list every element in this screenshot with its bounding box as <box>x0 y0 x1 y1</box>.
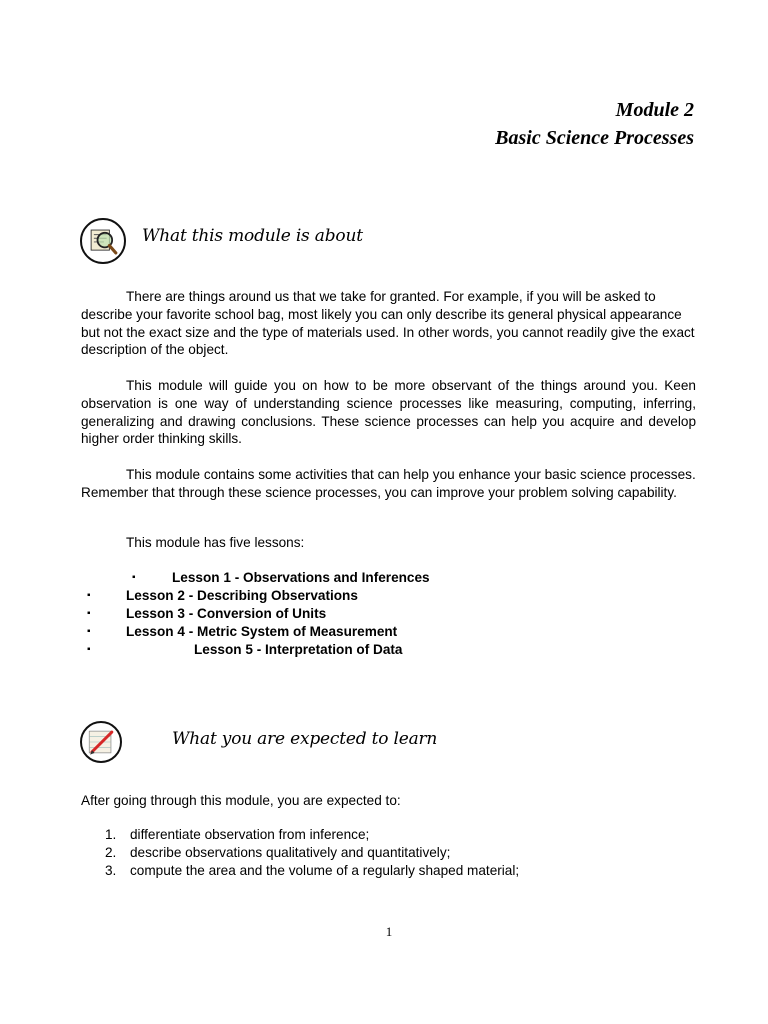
intro-paragraph-3: This module contains some activities that can help you enhance your basic science processes. Remember that through these science processes, you can improve your problem solving capability. <box>81 467 696 500</box>
intro-paragraph-1: There are things around us that we take for granted. For example, if you will be asked to describe your favorite school bag, most likely you can only describe its general physical appearance but not the exact size and the type of materials used. In other words, you cannot readily give the exact description of the object. <box>81 289 695 358</box>
list-item: ▪ Lesson 2 - Describing Observations <box>87 588 358 603</box>
module-number: Module 2 <box>615 99 694 121</box>
intro-paragraph-2: This module will guide you on how to be more observant of the things around you. Keen observation is one way of understanding science processes like measuring, computing, inferring, generalizing and drawing conclusions. These science processes can help you acquire and develop higher order thinking skills. <box>81 378 696 447</box>
module-title: Basic Science Processes <box>495 127 694 149</box>
list-item: ▪ Lesson 1 - Observations and Inferences <box>132 570 430 585</box>
about-section-heading <box>80 218 680 270</box>
about-heading-text: What this module is about <box>142 226 363 246</box>
list-item: ▪ Lesson 5 - Interpretation of Data <box>87 642 403 657</box>
lessons-intro: This module has five lessons: <box>126 535 305 550</box>
page-number: 1 <box>385 924 393 939</box>
lessons-list <box>81 569 696 659</box>
list-item: ▪ Lesson 3 - Conversion of Units <box>87 606 327 621</box>
module-title-block <box>495 96 694 152</box>
list-item: ▪ Lesson 4 - Metric System of Measurement <box>87 624 398 639</box>
magnifying-glass-document-icon <box>80 218 126 264</box>
pencil-paper-icon <box>80 721 122 763</box>
learn-heading-text: What you are expected to learn <box>172 729 438 749</box>
objectives-intro: After going through this module, you are expected to: <box>81 793 401 808</box>
learn-section-heading <box>80 721 680 773</box>
